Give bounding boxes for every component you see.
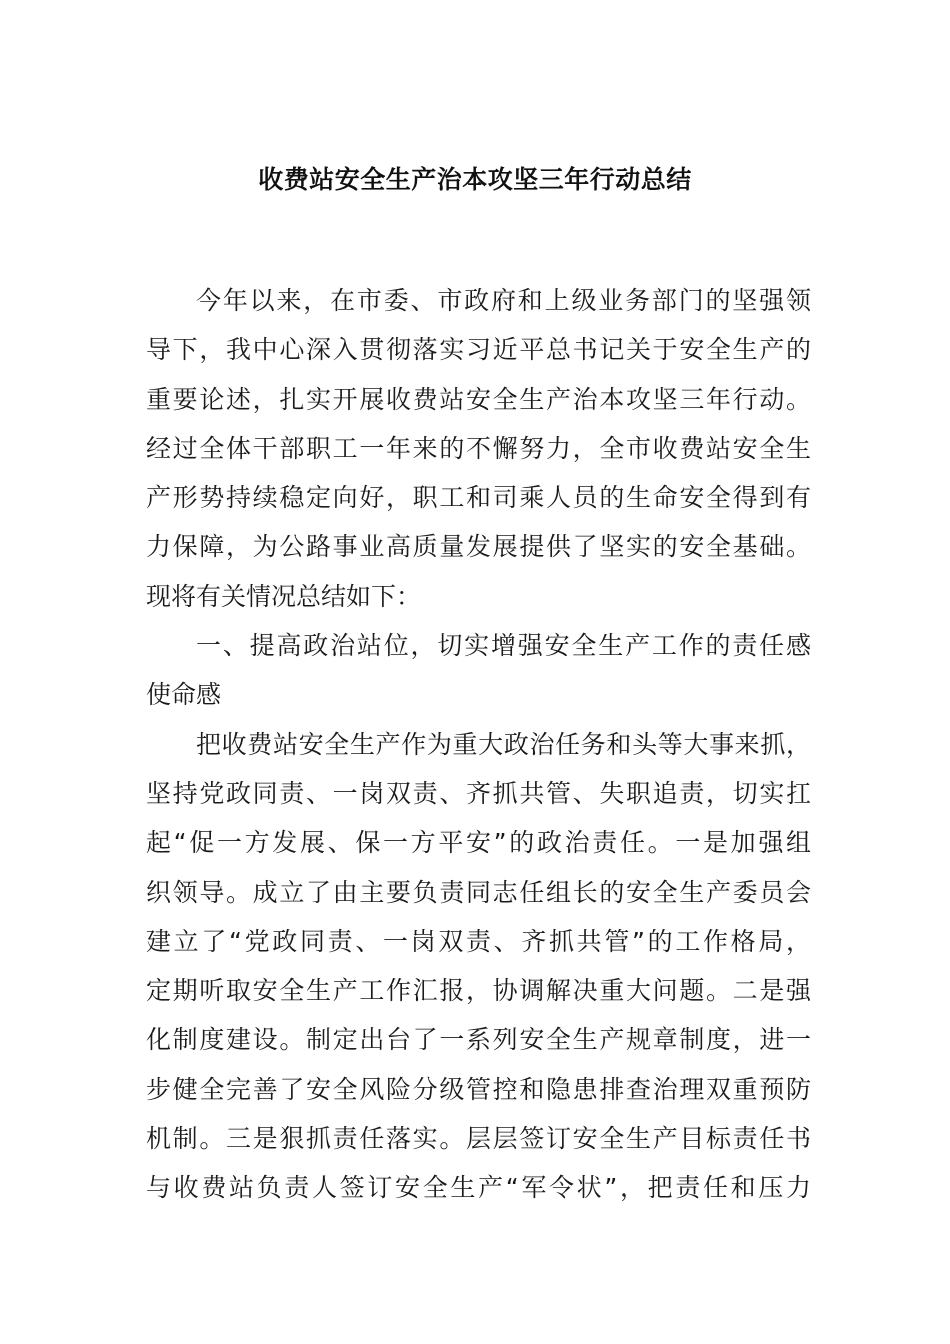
- paragraph-line: 重要论述，扎实开展收费站安全生产治本攻坚三年行动。: [146, 384, 811, 414]
- paragraph-line: 定期听取安全生产工作汇报，协调解决重大问题。二是强: [146, 976, 811, 1006]
- paragraph-line: 织领导。成立了由主要负责同志任组长的安全生产委员会: [146, 877, 811, 907]
- paragraph-line: 经过全体干部职工一年来的不懈努力，全市收费站安全生: [146, 433, 811, 463]
- paragraph-line: 机制。三是狠抓责任落实。层层签订安全生产目标责任书: [146, 1124, 811, 1154]
- paragraph-line: 今年以来，在市委、市政府和上级业务部门的坚强领: [196, 286, 811, 315]
- paragraph-line: 导下，我中心深入贯彻落实习近平总书记关于安全生产的: [146, 335, 811, 365]
- paragraph-line: 力保障，为公路事业高质量发展提供了坚实的安全基础。: [146, 532, 811, 562]
- paragraph-line: 步健全完善了安全风险分级管控和隐患排查治理双重预防: [146, 1074, 811, 1104]
- paragraph-line: 把收费站安全生产作为重大政治任务和头等大事来抓，: [196, 729, 811, 759]
- paragraph-line: 起“促一方发展、保一方平安”的政治责任。一是加强组: [146, 828, 811, 858]
- document-title: 收费站安全生产治本攻坚三年行动总结: [258, 165, 692, 194]
- document-body: [146, 276, 811, 1213]
- paragraph-line: 化制度建设。制定出台了一系列安全生产规章制度，进一: [146, 1025, 811, 1055]
- paragraph-line: 与收费站负责人签订安全生产“军令状”，把责任和压力: [146, 1173, 811, 1203]
- paragraph-line: 产形势持续稳定向好，职工和司乘人员的生命安全得到有: [146, 483, 811, 513]
- paragraph-line: 建立了“党政同责、一岗双责、齐抓共管”的工作格局，: [146, 926, 811, 956]
- section-heading-line: 使命感: [146, 680, 222, 710]
- paragraph-line: 坚持党政同责、一岗双责、齐抓共管、失职追责，切实扛: [146, 778, 811, 808]
- paragraph-line: 现将有关情况总结如下：: [146, 581, 422, 611]
- section-heading-line: 一、提高政治站位，切实增强安全生产工作的责任感: [196, 631, 811, 661]
